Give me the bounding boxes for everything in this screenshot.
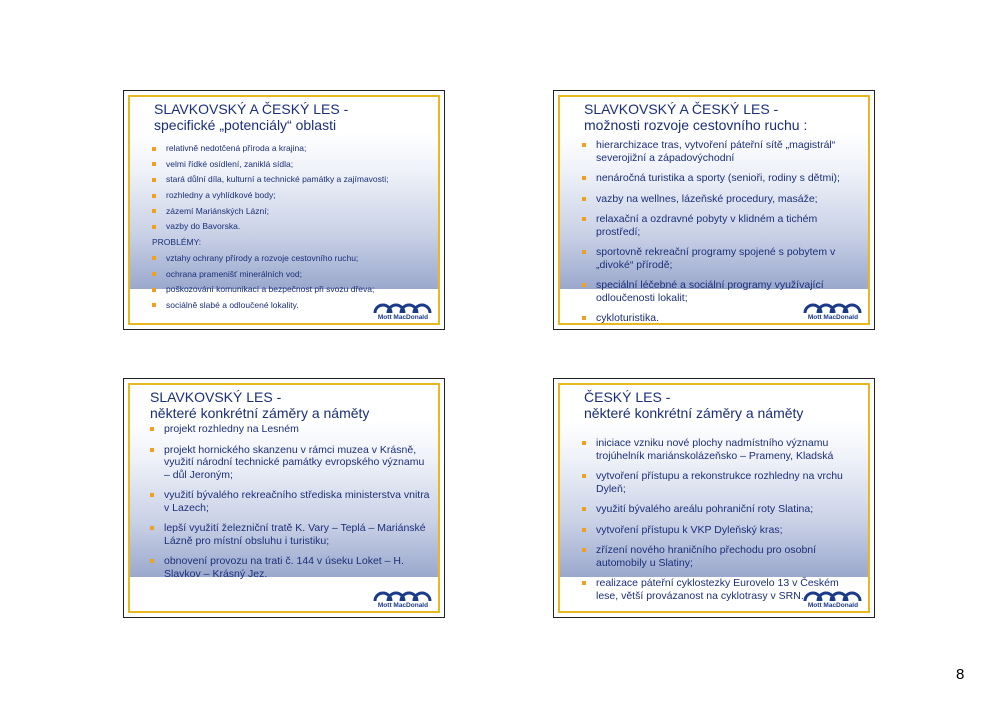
slide-2 <box>553 90 875 330</box>
bullet-list <box>150 423 430 588</box>
title-line-1: SLAVKOVSKÝ LES - <box>150 389 282 405</box>
list-item: poškozování komunikací a bezpečnost při svozu dřeva; <box>152 284 430 295</box>
slide-3 <box>123 378 445 618</box>
logo-text: Mott MacDonald <box>807 602 859 609</box>
mott-macdonald-logo <box>372 587 434 609</box>
list-heading: PROBLÉMY: <box>152 237 202 248</box>
list-item: vztahy ochrany přírody a rozvoje cestovního ruchu; <box>152 253 430 264</box>
page-number: 8 <box>956 666 965 683</box>
logo-text: Mott MacDonald <box>807 314 859 321</box>
title-line-1: SLAVKOVSKÝ A ČESKÝ LES - <box>584 101 779 117</box>
list-item: realizace páteřní cyklostezky Eurovelo 13 v Českém lese, větší provázanost na cyklotrasy v SRN. <box>582 577 860 602</box>
list-item: speciální léčebné a sociální programy využívající odloučenosti lokalit; <box>582 279 860 304</box>
list-item: sportovně rekreační programy spojené s pobytem v „divoké“ přírodě; <box>582 246 860 271</box>
title-line-2: možnosti rozvoje cestovního ruchu : <box>584 117 808 133</box>
mott-macdonald-logo <box>802 587 864 609</box>
list-item: relaxační a ozdravné pobyty v klidném a tichém prostředí; <box>582 213 860 238</box>
list-item: zřízení nového hraničního přechodu pro osobní automobily u Slatiny; <box>582 544 860 569</box>
mott-macdonald-logo <box>372 299 434 321</box>
list-item: relativně nedotčená příroda a krajina; <box>152 143 430 154</box>
slide-1 <box>123 90 445 330</box>
list-item: vytvoření přístupu a rekonstrukce rozhledny na vrchu Dyleň; <box>582 470 860 495</box>
logo-text: Mott MacDonald <box>377 602 429 609</box>
list-item: projekt hornického skanzenu v rámci muzea v Krásně, využití národní technické památky evropského významu – důl Jeroným; <box>150 444 430 482</box>
list-item: vazby do Bavorska. <box>152 221 430 232</box>
list-item: nenáročná turistika a sporty (senioři, rodiny s dětmi); <box>582 172 860 185</box>
list-item: hierarchizace tras, vytvoření páteřní sítě „magistrál“ severojižní a západovýchodní <box>582 139 860 164</box>
list-item: stará důlní díla, kulturní a technické památky a zajímavosti; <box>152 174 430 185</box>
list-item: rozhledny a vyhlídkové body; <box>152 190 430 201</box>
logo-text: Mott MacDonald <box>377 314 429 321</box>
list-item: využití bývalého areálu pohraniční roty Slatina; <box>582 503 860 516</box>
bullet-list <box>582 437 860 610</box>
list-item: iniciace vzniku nové plochy nadmístního významu trojúhelník mariánskolázeňsko – Prameny, Kladská <box>582 437 860 462</box>
list-item: využití bývalého rekreačního střediska ministerstva vnitra v Lazech; <box>150 489 430 514</box>
title-line-2: některé konkrétní záměry a náměty <box>150 405 370 421</box>
title-line-1: SLAVKOVSKÝ A ČESKÝ LES - <box>154 101 349 117</box>
list-item: cykloturistika. <box>582 312 860 325</box>
slide-4 <box>553 378 875 618</box>
list-item: lepší využití železniční tratě K. Vary – Teplá – Mariánské Lázně pro místní obsluhu i turistiku; <box>150 522 430 547</box>
list-item: vytvoření přístupu k VKP Dyleňský kras; <box>582 524 860 537</box>
list-item: velmi řídké osídlení, zaniklá sídla; <box>152 159 430 170</box>
list-item: vazby na wellnes, lázeňské procedury, masáže; <box>582 193 860 206</box>
slide-title <box>584 389 864 421</box>
slide-title <box>584 101 864 133</box>
list-item: obnovení provozu na trati č. 144 v úseku Loket – H. Slavkov – Krásný Jez. <box>150 555 430 580</box>
list-item: projekt rozhledny na Lesném <box>150 423 430 436</box>
list-item: zázemí Mariánských Lázní; <box>152 206 430 217</box>
bullet-list <box>152 143 430 316</box>
title-line-2: některé konkrétní záměry a náměty <box>584 405 804 421</box>
title-line-1: ČESKÝ LES - <box>584 389 671 405</box>
list-item: sociálně slabé a odloučené lokality. <box>152 300 430 311</box>
title-line-2: specifické „potenciály“ oblasti <box>154 117 337 133</box>
mott-macdonald-logo <box>802 299 864 321</box>
list-item: ochrana pramenišť minerálních vod; <box>152 269 430 280</box>
slide-title <box>150 389 434 421</box>
slide-title <box>154 101 434 133</box>
